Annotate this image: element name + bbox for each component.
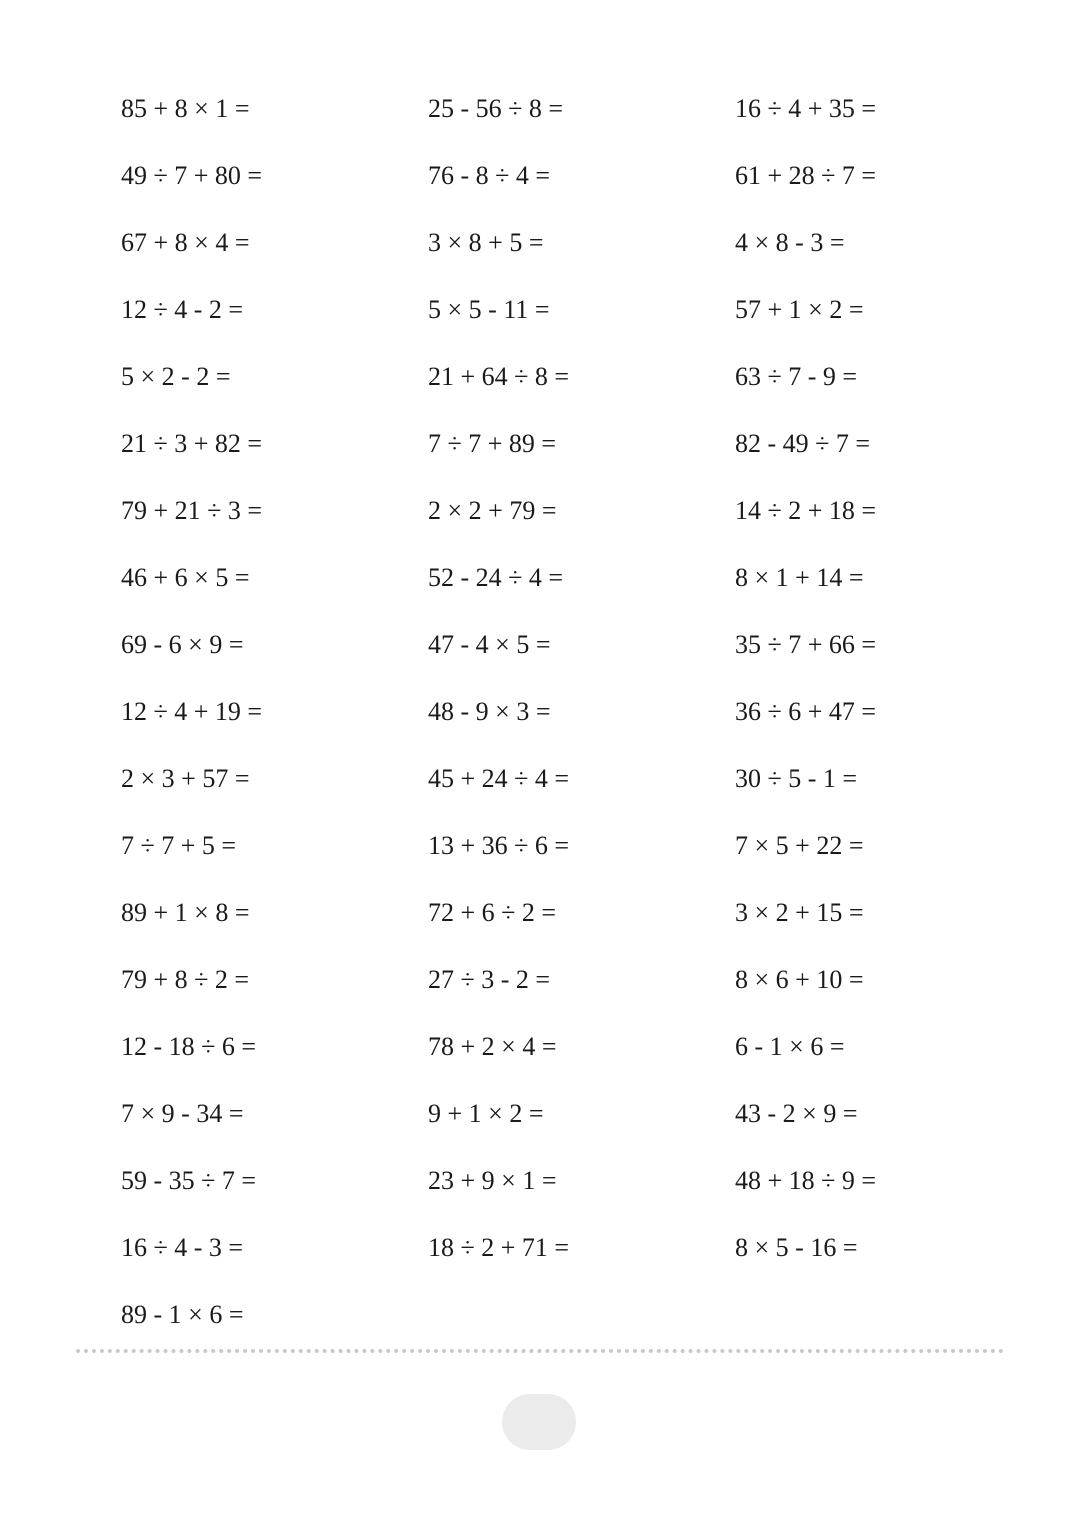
math-problem: 18 ÷ 2 + 71 = (428, 1233, 570, 1262)
math-problem: 45 + 24 ÷ 4 = (428, 764, 570, 793)
math-problem: 85 + 8 × 1 = (121, 94, 250, 123)
math-problem: 47 - 4 × 5 = (428, 630, 551, 659)
math-problem: 16 ÷ 4 - 3 = (121, 1233, 244, 1262)
math-problem: 7 ÷ 7 + 89 = (428, 429, 557, 458)
math-problem: 2 × 3 + 57 = (121, 764, 250, 793)
math-problem: 79 + 8 ÷ 2 = (121, 965, 250, 994)
math-problem: 69 - 6 × 9 = (121, 630, 244, 659)
math-problem: 21 ÷ 3 + 82 = (121, 429, 263, 458)
math-problem: 7 × 9 - 34 = (121, 1099, 244, 1128)
math-problem: 49 ÷ 7 + 80 = (121, 161, 263, 190)
math-problem: 59 - 35 ÷ 7 = (121, 1166, 257, 1195)
math-problem: 72 + 6 ÷ 2 = (428, 898, 557, 927)
math-problem: 89 + 1 × 8 = (121, 898, 250, 927)
math-problem: 5 × 5 - 11 = (428, 295, 550, 324)
math-problem: 76 - 8 ÷ 4 = (428, 161, 551, 190)
problem-column-2 (428, 85, 728, 1291)
page-number-badge (502, 1394, 576, 1450)
math-problem: 30 ÷ 5 - 1 = (735, 764, 858, 793)
math-problem: 5 × 2 - 2 = (121, 362, 231, 391)
math-problem: 89 - 1 × 6 = (121, 1300, 244, 1329)
math-problem: 12 - 18 ÷ 6 = (121, 1032, 257, 1061)
math-problem: 67 + 8 × 4 = (121, 228, 250, 257)
math-problem: 36 ÷ 6 + 47 = (735, 697, 877, 726)
math-problem: 21 + 64 ÷ 8 = (428, 362, 570, 391)
math-problem: 8 × 6 + 10 = (735, 965, 864, 994)
math-problem: 78 + 2 × 4 = (428, 1032, 557, 1061)
math-problem: 48 + 18 ÷ 9 = (735, 1166, 877, 1195)
math-problem: 52 - 24 ÷ 4 = (428, 563, 564, 592)
math-problem: 12 ÷ 4 - 2 = (121, 295, 244, 324)
math-problem: 9 + 1 × 2 = (428, 1099, 544, 1128)
math-problem: 6 - 1 × 6 = (735, 1032, 845, 1061)
math-problem: 46 + 6 × 5 = (121, 563, 250, 592)
math-problem: 13 + 36 ÷ 6 = (428, 831, 570, 860)
problem-column-1 (121, 85, 421, 1358)
math-problem: 3 × 8 + 5 = (428, 228, 544, 257)
math-problem: 7 ÷ 7 + 5 = (121, 831, 237, 860)
math-problem: 48 - 9 × 3 = (428, 697, 551, 726)
math-problem: 16 ÷ 4 + 35 = (735, 94, 877, 123)
problem-column-3 (735, 85, 1035, 1291)
math-problem: 3 × 2 + 15 = (735, 898, 864, 927)
math-problem: 7 × 5 + 22 = (735, 831, 864, 860)
math-problem: 12 ÷ 4 + 19 = (121, 697, 263, 726)
dotted-divider (76, 1349, 1004, 1353)
math-problem: 23 + 9 × 1 = (428, 1166, 557, 1195)
math-problem: 82 - 49 ÷ 7 = (735, 429, 871, 458)
math-problem: 35 ÷ 7 + 66 = (735, 630, 877, 659)
math-problem: 61 + 28 ÷ 7 = (735, 161, 877, 190)
math-problem: 63 ÷ 7 - 9 = (735, 362, 858, 391)
math-problem: 14 ÷ 2 + 18 = (735, 496, 877, 525)
math-problem: 8 × 1 + 14 = (735, 563, 864, 592)
math-problem: 2 × 2 + 79 = (428, 496, 557, 525)
math-problem: 8 × 5 - 16 = (735, 1233, 858, 1262)
math-problem: 27 ÷ 3 - 2 = (428, 965, 551, 994)
math-problem: 57 + 1 × 2 = (735, 295, 864, 324)
math-problem: 79 + 21 ÷ 3 = (121, 496, 263, 525)
math-problem: 4 × 8 - 3 = (735, 228, 845, 257)
math-problem: 25 - 56 ÷ 8 = (428, 94, 564, 123)
math-problem: 43 - 2 × 9 = (735, 1099, 858, 1128)
